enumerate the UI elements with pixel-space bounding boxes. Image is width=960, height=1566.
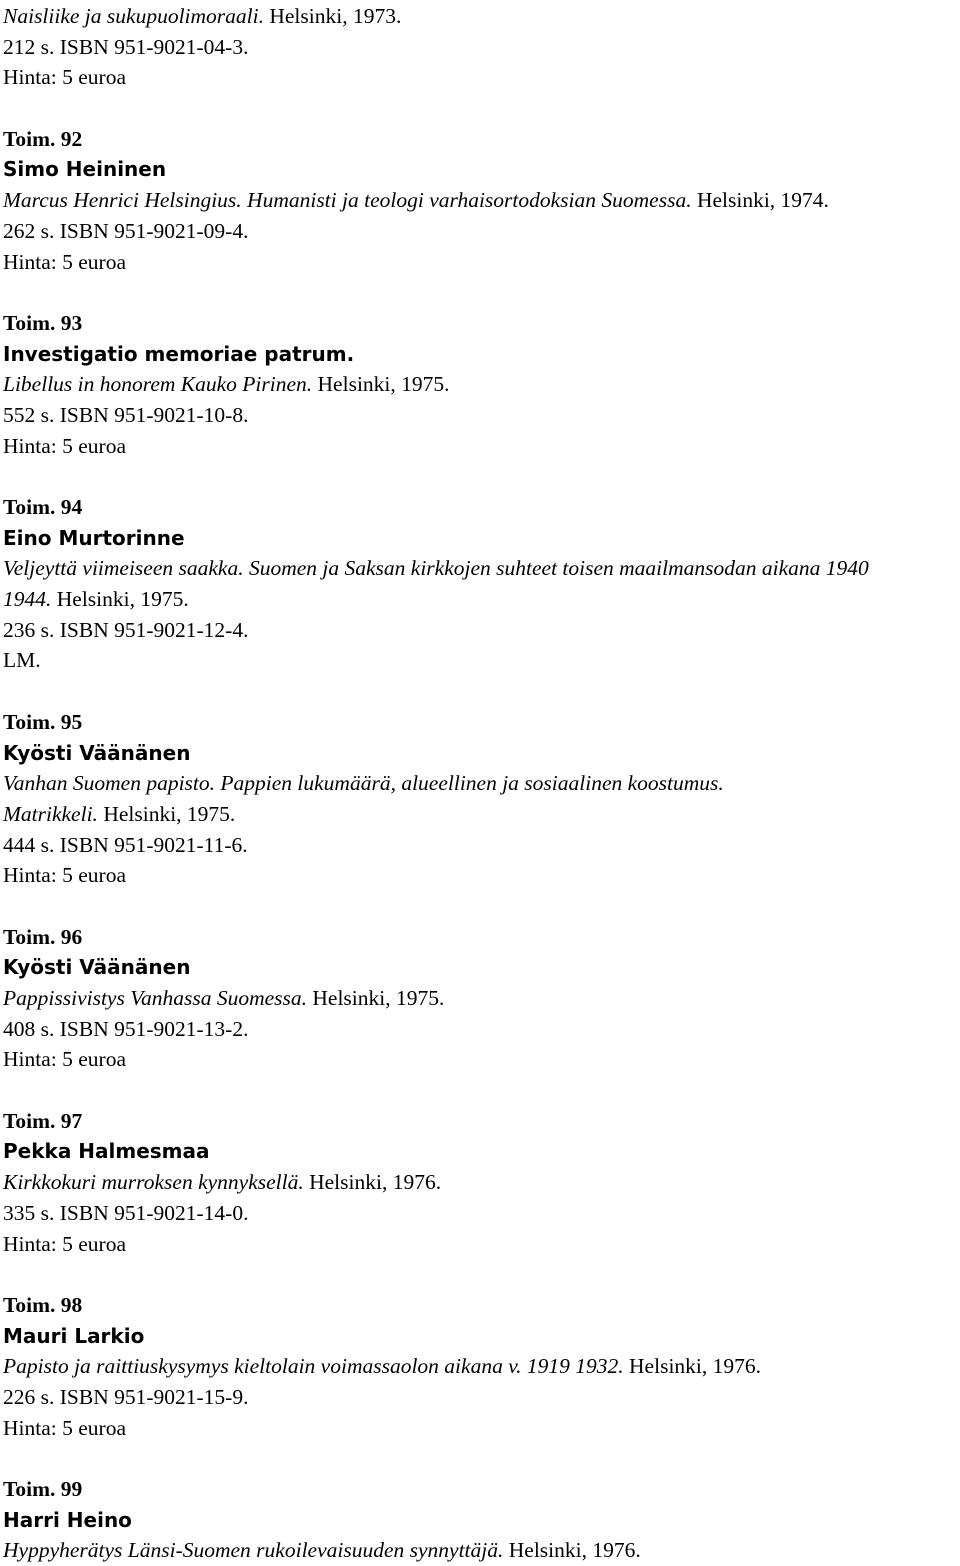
entry-92-number: Toim. 92 xyxy=(3,126,83,151)
entry-99-title: Hyppyherätys Länsi-Suomen rukoilevaisuuden synnyttäjä. xyxy=(3,1538,504,1563)
entry-98-title: Papisto ja raittiuskysymys kieltolain voimassaolon aikana v. 1919 1932. xyxy=(3,1354,624,1379)
entry-95-publisher: Helsinki, 1975. xyxy=(97,801,236,826)
intro-title: Naisliike ja sukupuolimoraali. xyxy=(3,4,264,28)
entry-96-pages-isbn: 408 s. ISBN 951-9021-13-2. xyxy=(3,1016,249,1041)
entry-98-publisher: Helsinki, 1976. xyxy=(623,1354,762,1379)
entry-98-price: Hinta: 5 euroa xyxy=(3,1415,126,1440)
entry-92-price: Hinta: 5 euroa xyxy=(3,249,126,274)
entry-95-number: Toim. 95 xyxy=(3,709,83,734)
entry-94-title: Veljeyttä viimeiseen saakka. Suomen ja Saksan kirkkojen suhteet toisen maailmansodan aikana 1940 xyxy=(3,556,869,581)
entry-93-author: Investigatio memoriae patrum. xyxy=(3,341,355,366)
intro-title-line xyxy=(3,1,953,32)
entry-94-publisher: Helsinki, 1975. xyxy=(51,587,189,612)
entry-97-title: Kirkkokuri murroksen kynnyksellä. xyxy=(3,1170,304,1195)
spacer xyxy=(3,1443,953,1474)
intro-pages-isbn: 212 s. ISBN 951-9021-04-3. xyxy=(3,34,249,59)
entry-97-pages-isbn: 335 s. ISBN 951-9021-14-0. xyxy=(3,1200,249,1225)
spacer xyxy=(3,461,953,492)
entry-99-author: Harri Heino xyxy=(3,1507,132,1532)
entry-95-pages-isbn: 444 s. ISBN 951-9021-11-6. xyxy=(3,832,248,857)
spacer xyxy=(3,676,953,707)
entry-99-number: Toim. 99 xyxy=(3,1477,83,1501)
entry-97-price: Hinta: 5 euroa xyxy=(3,1231,126,1256)
entry-94-number: Toim. 94 xyxy=(3,495,83,519)
entry-96-title: Pappissivistys Vanhassa Suomessa. xyxy=(3,986,307,1010)
entry-98-title-line xyxy=(3,1351,953,1382)
intro-price: Hinta: 5 euroa xyxy=(3,65,126,90)
entry-95-price: Hinta: 5 euroa xyxy=(3,863,126,888)
entry-93-price: Hinta: 5 euroa xyxy=(3,433,126,458)
entry-92-pages-isbn: 262 s. ISBN 951-9021-09-4. xyxy=(3,218,249,243)
entry-95-title-cont: Matrikkeli. xyxy=(3,801,98,826)
entry-98-author: Mauri Larkio xyxy=(3,1323,145,1348)
spacer xyxy=(3,93,953,124)
entry-95-title-line-2 xyxy=(3,799,953,830)
entry-92-author: Simo Heininen xyxy=(3,157,167,182)
spacer xyxy=(3,1075,953,1106)
entry-99-title-line xyxy=(3,1535,953,1566)
spacer xyxy=(3,1259,953,1290)
entry-95-author: Kyösti Väänänen xyxy=(3,740,191,765)
spacer xyxy=(3,277,953,308)
entry-92-publisher: Helsinki, 1974. xyxy=(691,188,829,213)
entry-97-publisher: Helsinki, 1976. xyxy=(303,1170,442,1195)
entry-93-publisher: Helsinki, 1975. xyxy=(312,372,450,397)
entry-94-price: LM. xyxy=(3,648,41,673)
entry-93-title: Libellus in honorem Kauko Pirinen. xyxy=(3,372,313,397)
entry-93-number: Toim. 93 xyxy=(3,310,83,335)
entry-95-title-line xyxy=(3,768,953,799)
entry-94-pages-isbn: 236 s. ISBN 951-9021-12-4. xyxy=(3,617,249,642)
entry-96-author: Kyösti Väänänen xyxy=(3,955,191,980)
intro-publisher: Helsinki, 1973. xyxy=(263,4,402,28)
entry-94-title-line xyxy=(3,553,953,584)
entry-96-number: Toim. 96 xyxy=(3,924,83,949)
entry-97-title-line xyxy=(3,1167,953,1198)
entry-96-title-line xyxy=(3,983,953,1014)
entry-98-pages-isbn: 226 s. ISBN 951-9021-15-9. xyxy=(3,1384,249,1409)
entry-98-number: Toim. 98 xyxy=(3,1292,83,1317)
spacer xyxy=(3,891,953,922)
publication-list xyxy=(3,1,953,1566)
entry-96-publisher: Helsinki, 1975. xyxy=(307,986,445,1010)
entry-94-title-line-2 xyxy=(3,584,953,615)
entry-97-author: Pekka Halmesmaa xyxy=(3,1139,210,1164)
entry-93-pages-isbn: 552 s. ISBN 951-9021-10-8. xyxy=(3,402,249,427)
entry-94-title-cont: 1944. xyxy=(3,587,52,612)
entry-94-author: Eino Murtorinne xyxy=(3,525,185,550)
entry-96-price: Hinta: 5 euroa xyxy=(3,1047,126,1072)
entry-93-title-line xyxy=(3,369,953,400)
entry-92-title: Marcus Henrici Helsingius. Humanisti ja teologi varhaisortodoksian Suomessa. xyxy=(3,188,692,213)
entry-99-publisher: Helsinki, 1976. xyxy=(503,1538,641,1563)
entry-97-number: Toim. 97 xyxy=(3,1108,83,1133)
entry-95-title: Vanhan Suomen papisto. Pappien lukumäärä, alueellinen ja sosiaalinen koostumus. xyxy=(3,771,724,796)
entry-92-title-line xyxy=(3,185,953,216)
